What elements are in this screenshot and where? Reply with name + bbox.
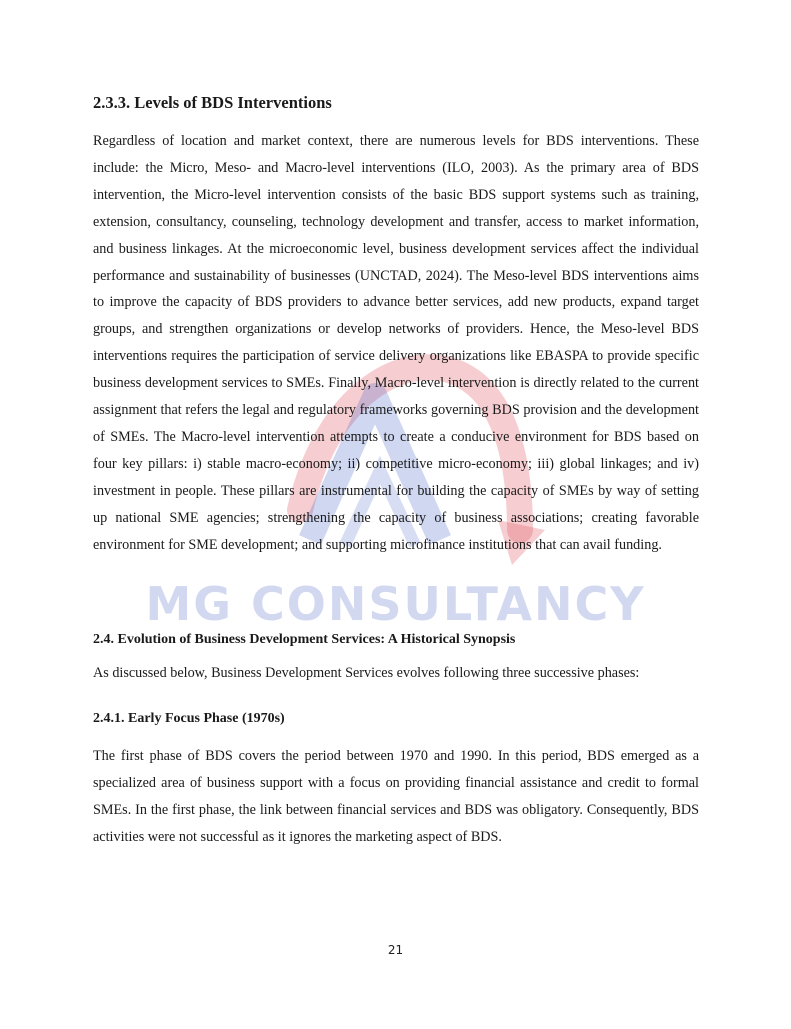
section-paragraph-2-3-3: Regardless of location and market context, there are numerous levels for BDS interventions. These include: the Micro, Meso- and Macro-level interventions (ILO, 2003). As the primary area of BDS intervention, the Micro-level intervention consists of the basic BDS support systems such as training, extension, consultancy, counseling, technology development and transfer, access to market information, and business linkages. At the microeconomic level, business development services affect the individual performance and sustainability of businesses (UNCTAD, 2024). The Meso-level BDS interventions aims to improve the capacity of BDS providers to advance better services, add new products, expand target groups, and strengthen organizations or develop networks of providers. Hence, the Meso-level BDS interventions requires the participation of service delivery organizations like EBASPA to provide specific business development services to SMEs. Finally, Macro-level intervention is directly related to the current assignment that refers the legal and regulatory frameworks governing BDS provision and the development of SMEs. The Macro-level intervention attempts to create a conducive environment for BDS based on four key pillars: i) stable macro-economy; ii) competitive micro-economy; iii) global linkages; and iv) investment in people. These pillars are instrumental for building the capacity of SMEs by way of setting up national SME agencies; strengthening the capacity of business associations; creating favorable environment for SME development; and supporting microfinance institutions that can avail funding.	[93, 133, 699, 553]
section-heading-2-3-3: 2.3.3. Levels of BDS Interventions	[93, 93, 332, 112]
page-number: 21	[387, 943, 404, 957]
section-paragraph-2-4: As discussed below, Business Development Services evolves following three successive phases:	[93, 665, 640, 681]
section-paragraph-2-4-1: The first phase of BDS covers the period between 1970 and 1990. In this period, BDS emerged as a specialized area of business support with a focus on providing financial assistance and credit to formal SMEs. In the first phase, the link between financial services and BDS was obligatory. Consequently, BDS activities were not successful as it ignores the marketing aspect of BDS.	[93, 748, 699, 845]
watermark-text: MG CONSULTANCY	[145, 577, 646, 631]
section-heading-2-4: 2.4. Evolution of Business Development Services: A Historical Synopsis	[93, 632, 516, 647]
section-heading-2-4-1: 2.4.1. Early Focus Phase (1970s)	[93, 711, 285, 726]
